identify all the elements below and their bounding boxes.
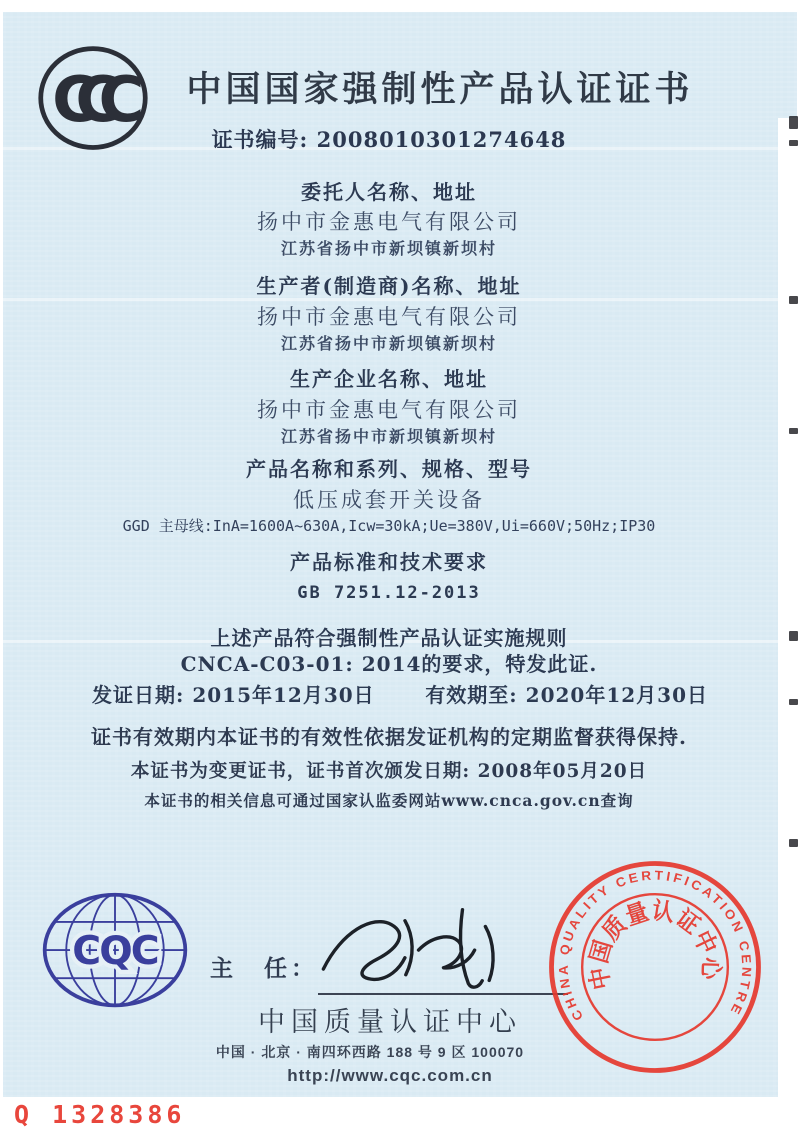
applicant-name: 扬中市金惠电气有限公司 (257, 210, 521, 234)
product-name: 低压成套开关设备 (293, 488, 485, 512)
applicant-address: 江苏省扬中市新坝镇新坝村 (280, 239, 497, 258)
statement-line2: CNCA-C03-01: 2014的要求，特发此证. (180, 652, 598, 676)
ccc-letters: CCC (52, 62, 122, 136)
serial-number: Q 1328386 (14, 1100, 186, 1129)
scan-artifact (789, 296, 798, 304)
applicant-heading: 委托人名称、地址 (301, 180, 477, 204)
cqc-letters: CQC (72, 928, 158, 975)
change-note: 本证书为变更证书，证书首次颁发日期: 2008年05月20日 (130, 761, 648, 782)
scan-artifact (789, 631, 798, 641)
cqc-globe-icon (40, 890, 190, 1010)
factory-heading: 生产企业名称、地址 (290, 367, 488, 391)
producer-address: 江苏省扬中市新坝镇新坝村 (280, 334, 497, 353)
standard-heading: 产品标准和技术要求 (290, 550, 488, 574)
scan-artifact (789, 699, 798, 705)
producer-heading: 生产者(制造商)名称、地址 (256, 274, 522, 298)
signature-line (318, 993, 568, 995)
svg-text:中国质量认证中心 (584, 896, 725, 992)
director-signature-icon (310, 896, 530, 1002)
scan-artifact (789, 140, 798, 146)
factory-address: 江苏省扬中市新坝镇新坝村 (280, 427, 497, 446)
org-website: http://www.cqc.com.cn (287, 1066, 493, 1085)
query-note: 本证书的相关信息可通过国家认监委网站www.cnca.gov.cn查询 (144, 791, 634, 810)
org-address: 中国 · 北京 · 南四环西路 188 号 9 区 100070 (215, 1044, 525, 1060)
director-label: 主 任： (210, 955, 318, 981)
seal-inner-text: 中国质量认证中心 (583, 896, 726, 992)
certificate-title: 中国国家强制性产品认证证书 (186, 70, 694, 109)
product-heading: 产品名称和系列、规格、型号 (246, 457, 532, 481)
scan-artifact (789, 116, 798, 129)
dates-row (0, 679, 778, 708)
expiry-date: 有效期至: 2020年12月30日 (425, 683, 708, 707)
red-seal-icon (540, 852, 770, 1082)
certificate-number: 证书编号: 2008010301274648 (211, 127, 567, 152)
validity-note: 证书有效期内本证书的有效性依据发证机构的定期监督获得保持. (91, 725, 687, 749)
issuing-org-name: 中国质量认证中心 (258, 1007, 522, 1037)
standard-value: GB 7251.12-2013 (297, 583, 481, 603)
product-spec: GGD 主母线:InA=1600A~630A,Icw=30kA;Ue=380V,Ui=660V;50Hz;IP30 (122, 517, 656, 535)
factory-name: 扬中市金惠电气有限公司 (257, 398, 521, 422)
scan-artifact (789, 839, 798, 847)
seal-ring-text: CHINA QUALITY CERTIFICATION CENTRE (555, 867, 755, 1024)
producer-name: 扬中市金惠电气有限公司 (257, 305, 521, 329)
issue-date: 发证日期: 2015年12月30日 (92, 683, 375, 707)
scan-artifact (789, 428, 798, 434)
statement-line1: 上述产品符合强制性产品认证实施规则 (210, 626, 568, 650)
